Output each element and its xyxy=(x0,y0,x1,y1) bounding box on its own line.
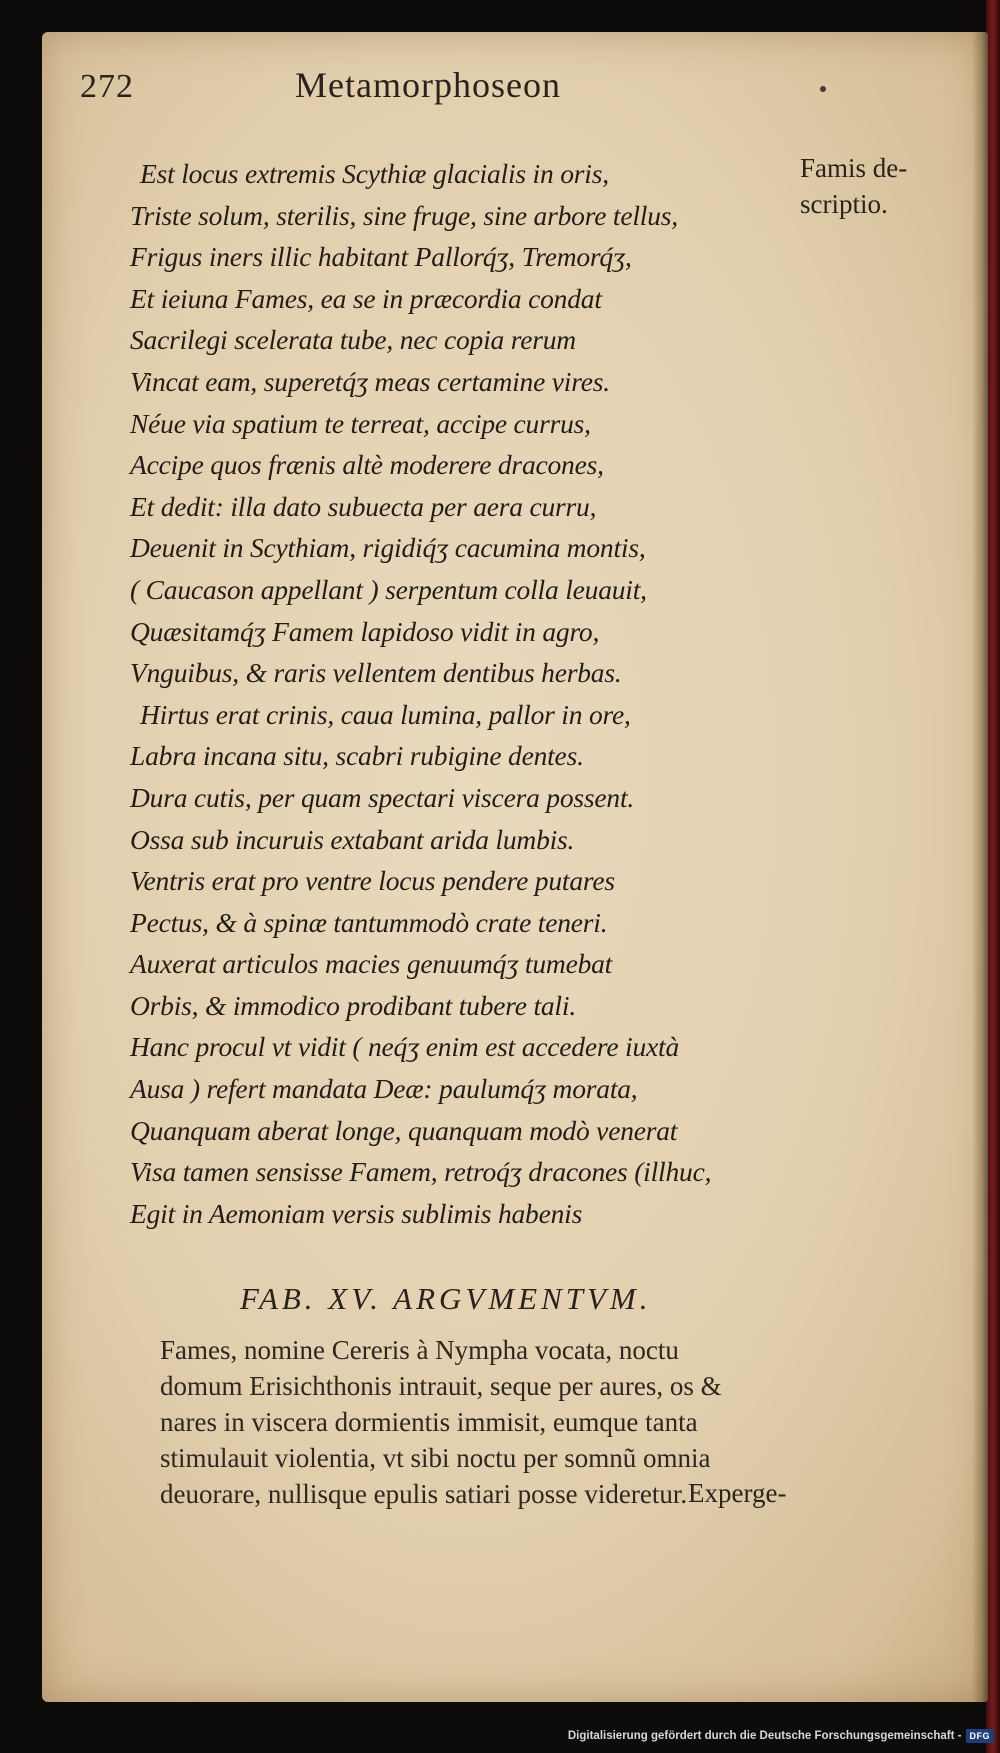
verse-line: Ventris erat pro ventre locus pendere putares xyxy=(130,865,615,897)
ink-spot xyxy=(820,86,826,92)
argument-line: domum Erisichthonis intrauit, seque per aures, os & xyxy=(160,1371,722,1401)
page-edge-shadow xyxy=(972,32,988,1702)
verse-line: Pectus, & à spinæ tantummodò crate teneri. xyxy=(130,906,608,938)
verse-line: Quanquam aberat longe, quanquam modò venerat xyxy=(130,1114,678,1146)
verse-line: Sacrilegi scelerata tube, nec copia rerum xyxy=(130,324,576,356)
verse-line: Labra incana situ, scabri rubigine dentes. xyxy=(130,740,584,772)
verse-line: Frigus iners illic habitant Pallorq́ʒ, Tremorq́ʒ, xyxy=(130,241,632,273)
verse-line: Visa tamen sensisse Famem, retroq́ʒ dracones (illhuc, xyxy=(130,1156,712,1188)
verse-line: Hirtus erat crinis, caua lumina, pallor in ore, xyxy=(140,698,631,730)
catchword: Experge- xyxy=(688,1478,787,1508)
verse-line: Et dedit: illa dato subuecta per aera curru, xyxy=(130,490,597,522)
dfg-logo: DFG xyxy=(966,1729,995,1743)
marginal-note xyxy=(800,150,940,222)
verse-line: Et ieiuna Fames, ea se in præcordia condat xyxy=(130,282,602,314)
verse-line: Orbis, & immodico prodibant tubere tali. xyxy=(130,989,576,1021)
argument-line: stimulauit violentia, vt sibi noctu per somnũ omnia xyxy=(160,1443,711,1473)
argument-line: deuorare, nullisque epulis satiari posse videretur. xyxy=(160,1479,688,1509)
marginal-note-line: Famis de- xyxy=(800,153,908,183)
argument-heading: FAB. XV. ARGVMENTVM. xyxy=(240,1281,652,1316)
verse-line: ( Caucason appellant ) serpentum colla leuauit, xyxy=(130,573,647,605)
verse-line: Egit in Aemoniam versis sublimis habenis xyxy=(130,1197,583,1229)
verse-line: Hanc procul vt vidit ( neq́ʒ enim est accedere iuxtà xyxy=(130,1031,680,1063)
verse-line: Accipe quos frænis altè moderere dracones, xyxy=(130,449,604,481)
page-header xyxy=(80,58,640,108)
marginal-note-line: scriptio. xyxy=(800,189,888,219)
verse-line: Deuenit in Scythiam, rigidiq́ʒ cacumina montis, xyxy=(130,532,646,564)
verse-line: Est locus extremis Scythiæ glacialis in oris, xyxy=(140,158,609,189)
credit-text: Digitalisierung gefördert durch die Deutsche Forschungsgemeinschaft - xyxy=(567,1730,962,1742)
verse-line: Vnguibus, & raris vellentem dentibus herbas. xyxy=(130,657,622,689)
running-title: Metamorphoseon xyxy=(295,65,561,105)
book-spine xyxy=(986,0,1000,1753)
verse-line: Quæsitamq́ʒ Famem lapidoso vidit in agro, xyxy=(130,615,600,647)
verse-line: Vincat eam, superetq́ʒ meas certamine vires. xyxy=(130,365,610,397)
verse-line: Triste solum, sterilis, sine fruge, sine arbore tellus, xyxy=(130,199,678,231)
verse-line: Ausa ) refert mandata Deæ: paulumq́ʒ morata, xyxy=(130,1073,638,1105)
digitization-credit xyxy=(568,1725,994,1747)
verse-line: Dura cutis, per quam spectari viscera possent. xyxy=(130,781,635,813)
verse-list xyxy=(130,153,820,1234)
argument-line: nares in viscera dormientis immisit, eumque tanta xyxy=(160,1407,698,1437)
verse-line: Ossa sub incuruis extabant arida lumbis. xyxy=(130,823,575,855)
argument-line: Fames, nomine Cereris à Nympha vocata, noctu xyxy=(160,1335,679,1365)
verse-line: Auxerat articulos macies genuumq́ʒ tumebat xyxy=(130,948,613,980)
page-number: 272 xyxy=(80,68,134,105)
verse-line: Néue via spatium te terreat, accipe currus, xyxy=(130,407,591,439)
